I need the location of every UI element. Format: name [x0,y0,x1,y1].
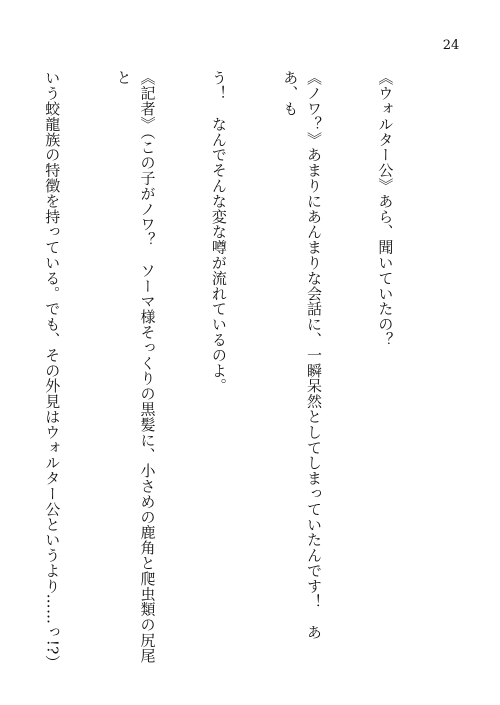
text-line: 《ノワ？》あまりにあんまりな会話に、一瞬呆然としてしまっていたんです！ ああ、も [281,70,324,640]
text-line: う！ なんでそんな変な噂が流れているのよ。 [209,70,228,394]
text-line: 《記者》（この子がノワ？ ソーマ様そっくりの黒髪に、小さめの鹿角と爬虫類の尻尾と [114,70,157,664]
vertical-text-body [43,70,444,671]
text-line: いう蛟龍族の特徴を持っている。でも、その外見はウォルター公というより……っ!?） [43,70,62,671]
page-number: 24 [442,38,460,53]
text-line: 《ウォルター公》あら、聞いていたの？ [376,70,395,348]
